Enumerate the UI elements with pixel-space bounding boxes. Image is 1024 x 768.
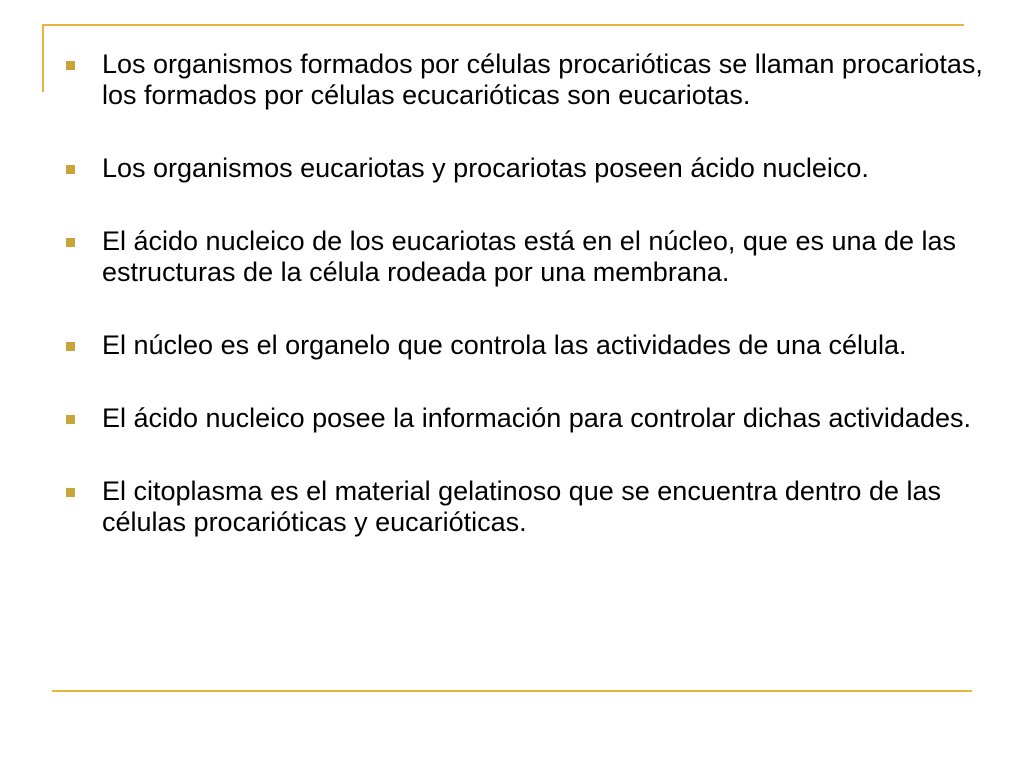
square-bullet-icon	[66, 238, 75, 247]
frame-top-rule	[42, 24, 964, 26]
frame-left-rule	[42, 24, 44, 92]
bullet-item	[66, 153, 996, 184]
bullet-text: Los organismos eucariotas y procariotas poseen ácido nucleico.	[102, 153, 869, 183]
bullet-text: El ácido nucleico de los eucariotas está en el núcleo, que es una de las estructuras de la célula rodeada por una membrana.	[102, 226, 957, 287]
bullet-item	[66, 330, 996, 361]
bullet-item	[66, 403, 996, 434]
square-bullet-icon	[66, 342, 75, 351]
frame-bottom-rule	[52, 690, 972, 692]
square-bullet-icon	[66, 165, 75, 174]
square-bullet-icon	[66, 488, 75, 497]
square-bullet-icon	[66, 415, 75, 424]
bullet-item	[66, 226, 996, 288]
bullet-item	[66, 49, 996, 111]
bullet-text: Los organismos formados por células procarióticas se llaman procariotas, los formados por células ecucarióticas son eucariotas.	[102, 49, 983, 110]
bullet-item	[66, 476, 996, 538]
bullet-text: El citoplasma es el material gelatinoso que se encuentra dentro de las células procarióticas y eucarióticas.	[102, 476, 941, 537]
bullet-text: El núcleo es el organelo que controla las actividades de una célula.	[102, 330, 907, 360]
bullet-list	[66, 49, 996, 580]
bullet-text: El ácido nucleico posee la información para controlar dichas actividades.	[102, 403, 971, 433]
square-bullet-icon	[66, 61, 75, 70]
